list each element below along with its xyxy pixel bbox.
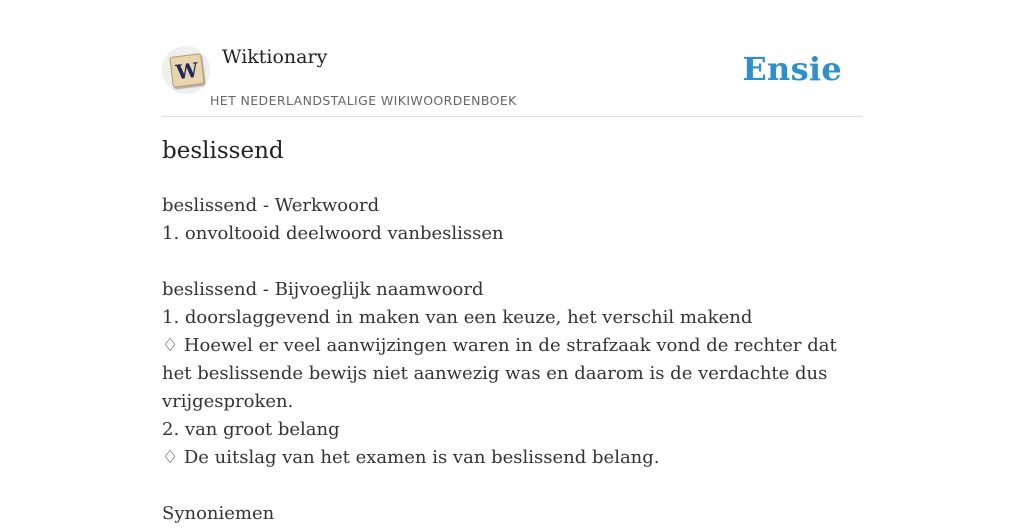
spacer	[162, 248, 862, 276]
verb-definition-1: 1. onvoltooid deelwoord vanbeslissen	[162, 223, 504, 244]
site-tagline: HET NEDERLANDSTALIGE WIKIWOORDENBOEK	[210, 93, 517, 108]
page-title: beslissend	[162, 138, 284, 164]
adjective-definition-2: 2. van groot belang	[162, 419, 340, 440]
adjective-example-1: ♢ Hoewel er veel aanwijzingen waren in de strafzaak vond de rechter dat het beslissende bewijs niet aanwezig was en daarom is de verdachte dus vrijgesproken.	[162, 335, 837, 412]
site-header	[162, 0, 862, 117]
logo-tile: W	[169, 53, 205, 88]
main-container	[162, 0, 862, 524]
synonyms-heading: Synoniemen	[162, 503, 275, 524]
ensie-brand-link[interactable]: Ensie	[742, 50, 842, 88]
adjective-definition-1: 1. doorslaggevend in maken van een keuze, het verschil makend	[162, 307, 753, 328]
wiktionary-logo-icon[interactable]	[162, 46, 210, 94]
adjective-example-2: ♢ De uitslag van het examen is van beslissend belang.	[162, 447, 660, 468]
spacer	[162, 472, 862, 500]
site-title[interactable]: Wiktionary	[222, 46, 328, 68]
adjective-heading: beslissend - Bijvoeglijk naamwoord	[162, 279, 484, 300]
verb-heading: beslissend - Werkwoord	[162, 195, 380, 216]
definition-content	[162, 192, 862, 528]
